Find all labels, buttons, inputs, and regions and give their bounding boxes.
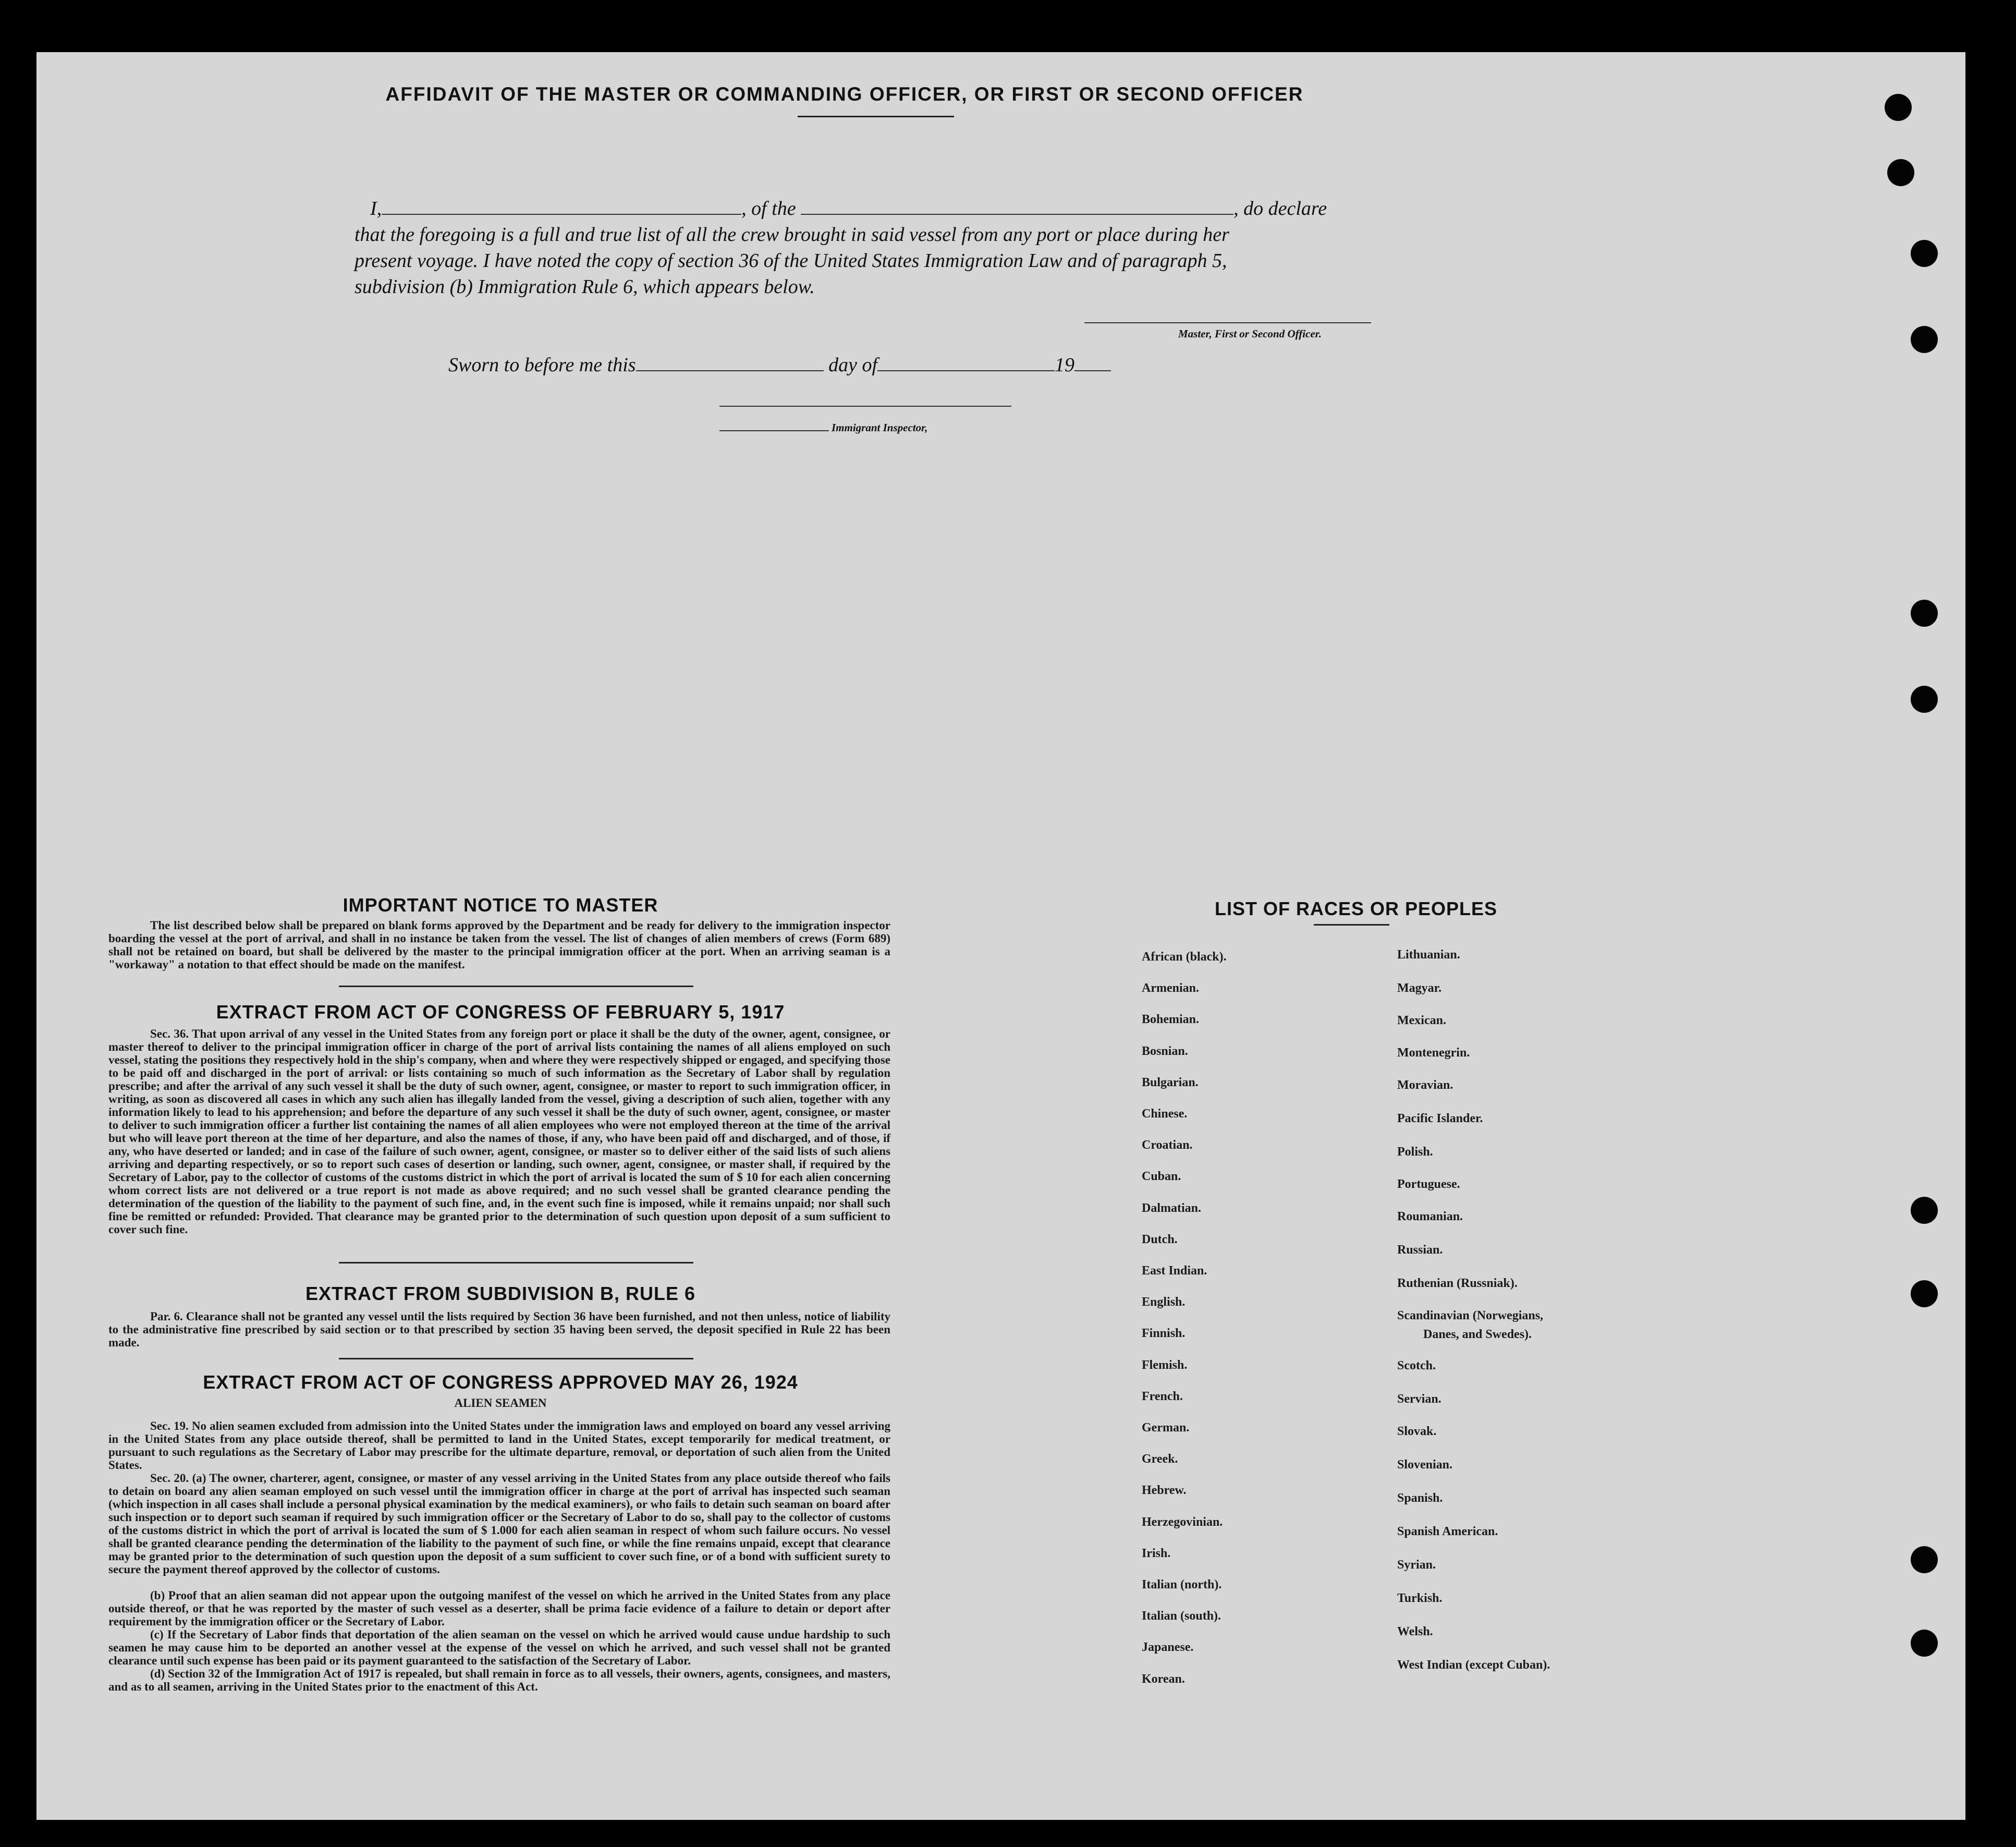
race-item: Irish. <box>1142 1546 1171 1560</box>
sworn-month-field[interactable] <box>877 370 1055 371</box>
inspector-signature-line[interactable] <box>719 406 1011 407</box>
sec-19-text: Sec. 19. No alien seamen excluded from admission into the United States under the immigration laws and employed on board any vessel arriving in the United States from any place outside thereof, shall be permitted to land in the United States, except temporarily for medical treatment, or pursuant to such regulations as the Secretary of Labor may prescribe for the ultimate departure, removal, or deportation of such alien from the United States. <box>108 1419 890 1472</box>
race-item: Russian. <box>1397 1243 1443 1257</box>
race-item: African (black). <box>1142 950 1227 964</box>
master-caption: Master, First or Second Officer. <box>1178 327 1322 340</box>
race-item: Cuban. <box>1142 1170 1181 1184</box>
year-prefix: 19 <box>1055 354 1075 376</box>
race-item: Lithuanian. <box>1397 948 1460 962</box>
race-item: Welsh. <box>1397 1625 1433 1638</box>
binder-hole <box>1911 1546 1938 1573</box>
race-item: Italian (north). <box>1142 1578 1222 1591</box>
divider <box>1314 924 1389 926</box>
rule-6-title: EXTRACT FROM SUBDIVISION B, RULE 6 <box>305 1283 696 1304</box>
binder-hole <box>1911 600 1938 627</box>
race-item: Korean. <box>1142 1672 1185 1686</box>
race-item: Bosnian. <box>1142 1044 1188 1058</box>
race-item: Roumanian. <box>1397 1210 1463 1223</box>
race-item: Servian. <box>1397 1392 1441 1406</box>
race-item: Spanish. <box>1397 1491 1443 1505</box>
divider <box>339 1358 693 1359</box>
sec-20c-text: (c) If the Secretary of Labor finds that deportation of the alien seaman on the vessel on which he arrived would cause undue hardship to such seamen he may cause him to be deported an another vessel at the expense of the vessel on which he arrived, and such vessel shall not be granted clearance until such expense has been paid or its payment guaranteed to the satisfaction of the Secretary of Labor. <box>108 1628 890 1667</box>
binder-hole <box>1911 1280 1938 1307</box>
race-item: Croatian. <box>1142 1138 1193 1152</box>
divider <box>339 986 693 987</box>
sec-20b-text: (b) Proof that an alien seaman did not appear upon the outgoing manifest of the vessel on which he arrived in the United States from any place outside thereof, or that he was reported by the master of such vessel as a deserter, shall be prima facie evidence of a failure to detain or deport after requirement by the immigration officer or the Secretary of Labor. <box>108 1589 890 1628</box>
declarant-name-field[interactable] <box>382 213 741 215</box>
vessel-name-field[interactable] <box>801 213 1233 215</box>
sworn-year-field[interactable] <box>1074 370 1111 371</box>
vessel-prefix: , of the <box>741 198 796 220</box>
inspector-underline <box>719 430 829 431</box>
sec-20d-text: (d) Section 32 of the Immigration Act of 1917 is repealed, but shall remain in force as to all vessels, their owners, agents, consignees, and masters, and as to all seamen, arriving in the United States prior to the enactment of this Act. <box>108 1667 890 1693</box>
notice-title: IMPORTANT NOTICE TO MASTER <box>343 894 658 916</box>
sworn-label: Sworn to before me this <box>448 354 636 376</box>
race-item: Greek. <box>1142 1452 1178 1466</box>
race-item: Portuguese. <box>1397 1177 1460 1191</box>
race-item: Japanese. <box>1142 1641 1194 1655</box>
race-item: Magyar. <box>1397 981 1442 995</box>
race-item: Italian (south). <box>1142 1609 1221 1623</box>
divider <box>798 116 954 117</box>
race-item: Dalmatian. <box>1142 1201 1201 1215</box>
declarant-prefix: I, <box>370 198 382 220</box>
race-item: Danes, and Swedes). <box>1423 1328 1532 1341</box>
races-title: LIST OF RACES OR PEOPLES <box>1215 898 1498 919</box>
binder-hole <box>1911 326 1938 353</box>
binder-hole <box>1885 94 1912 121</box>
race-item: Pacific Islander. <box>1397 1112 1483 1125</box>
race-item: English. <box>1142 1295 1186 1309</box>
race-item: Polish. <box>1397 1145 1433 1159</box>
binder-hole <box>1911 1197 1938 1224</box>
race-item: Hebrew. <box>1142 1484 1187 1498</box>
declaration-line-1 <box>370 197 1327 220</box>
master-signature-line[interactable] <box>1084 322 1371 323</box>
affidavit-title: AFFIDAVIT OF THE MASTER OR COMMANDING OFFICER, OR FIRST OR SECOND OFFICER <box>385 83 1304 105</box>
race-item: Herzegovinian. <box>1142 1515 1223 1529</box>
extract-1924-subtitle: ALIEN SEAMEN <box>454 1396 547 1409</box>
divider <box>339 1262 693 1263</box>
race-item: Dutch. <box>1142 1232 1178 1246</box>
sworn-day-field[interactable] <box>636 370 824 371</box>
sworn-line <box>448 354 1111 376</box>
inspector-caption: Immigrant Inspector, <box>832 421 928 434</box>
rule-6-text: Par. 6. Clearance shall not be granted any vessel until the lists required by Section 36 have been furnished, and not then unless, notice of liability to the administrative fine prescribed by said section or to that prescribed by section 35 having been served, the deposit specified in Rule 22 has been made. <box>108 1310 890 1349</box>
binder-hole <box>1911 686 1938 713</box>
race-item: Spanish American. <box>1397 1525 1498 1538</box>
race-item: Bohemian. <box>1142 1013 1200 1027</box>
race-item: Montenegrin. <box>1397 1046 1470 1060</box>
extract-1924-title: EXTRACT FROM ACT OF CONGRESS APPROVED MAY 26, 1924 <box>203 1371 798 1393</box>
race-item: West Indian (except Cuban). <box>1397 1658 1550 1672</box>
binder-hole <box>1911 240 1938 267</box>
race-item: Finnish. <box>1142 1327 1186 1341</box>
race-item: Ruthenian (Russniak). <box>1397 1277 1518 1290</box>
day-of-label: day of <box>828 354 878 376</box>
sec-20a-text: Sec. 20. (a) The owner, charterer, agent, consignee, or master of any vessel arriving in the United States from any place outside thereof who fails to detain on board any alien seaman employed on such vessel until the immigration officer in charge at the port of arrival has inspected such seaman (which inspection in all cases shall include a personal physical examination by the medical examiners), or who fails to detain such seaman on board after such inspection or to deport such seaman if required by such immigration officer or the Secretary of Labor to do so, shall pay to the collector of customs of the customs district in which the port of arrival is located the sum of $ 1.000 for each alien seaman in respect of whom such failure occurs. No vessel shall be granted clearance pending the determination of the liability to the payment of such fine, or while the fine remains unpaid, except that clearance may be granted prior to the determination of such question upon the deposit of a sum sufficient to cover such fine, or of a bond with sufficient surety to secure the payment thereof approved by the collector of customs. <box>108 1472 890 1576</box>
race-item: Armenian. <box>1142 981 1199 995</box>
race-item: Flemish. <box>1142 1358 1188 1372</box>
binder-hole <box>1887 159 1914 186</box>
race-item: Chinese. <box>1142 1107 1188 1121</box>
race-item: French. <box>1142 1389 1183 1403</box>
notice-text: The list described below shall be prepared on blank forms approved by the Department and be ready for delivery to the immigration inspector boarding the vessel at the port of arrival, and shall in no instance be taken from the vessel. The list of changes of alien members of crews (Form 689) shall not be retained on board, but shall be delivered by the master to the principal immigration officer at the port. When an arriving seaman is a "workaway" a notation to that effect should be made on the manifest. <box>108 919 890 971</box>
race-item: German. <box>1142 1421 1190 1435</box>
race-item: Slovenian. <box>1397 1458 1453 1472</box>
race-item: Slovak. <box>1397 1425 1437 1438</box>
declare-text: , do declare <box>1233 198 1327 220</box>
race-item: Turkish. <box>1397 1591 1443 1605</box>
race-item: Mexican. <box>1397 1014 1446 1027</box>
binder-hole <box>1911 1630 1938 1657</box>
extract-1917-title: EXTRACT FROM ACT OF CONGRESS OF FEBRUARY 5, 1917 <box>216 1001 785 1023</box>
race-item: Bulgarian. <box>1142 1075 1199 1089</box>
race-item: Moravian. <box>1397 1078 1453 1092</box>
race-item: Syrian. <box>1397 1558 1436 1572</box>
extract-1917-text: Sec. 36. That upon arrival of any vessel in the United States from any foreign port or place it shall be the duty of the owner, agent, consignee, or master thereof to deliver to the principal immigration officer in charge of the port of arrival lists containing the names of all aliens employed on such vessel, stating the positions they respectively hold in the ship's company, when and where they were respectively shipped or engaged, and specifying those to be paid off and discharged in the port of arrival: or lists containing so much of such information as the Secretary of Labor shall by regulation prescribe; and after the arrival of any such vessel it shall be the duty of such owner, agent, consignee, or master to report to such immigration officer, in writing, as soon as discovered all cases in which any such alien has illegally landed from the vessel, giving a description of such alien, together with any information likely to lead to his apprehension; and before the departure of any such vessel it shall be the duty of such owner, agent, consignee, or master to deliver to such immigration officer a further list containing the names of all alien employees who were not employed thereon at the time of the arrival but who will leave port thereon at the time of her departure, and also the names of those, if any, who have been paid off and discharged, and of those, if any, who have deserted or landed; and in case of the failure of such owner, agent, consignee, or master so to deliver either of the said lists of such aliens arriving and departing respectively, or so to report such cases of desertion or landing, such owner, agent, consignee, or master shall, if required by the Secretary of Labor, pay to the collector of customs of the customs district in which the port of arrival is located the sum of $ 10 for each alien concerning whom correct lists are not delivered or a true report is not made as above required; and no such vessel shall be granted clearance pending the determination of the question of the liability to the payment of such fine, and, in the event such fine is imposed, while it remains unpaid; nor shall such fine be remitted or refunded: Provided. That clearance may be granted prior to the determination of such question upon deposit of a sum sufficient to cover such fine. <box>108 1027 890 1236</box>
declaration-line-2: that the foregoing is a full and true list of all the crew brought in said vessel from any port or place during her <box>355 224 1229 246</box>
race-item: Scotch. <box>1397 1359 1436 1372</box>
race-item: East Indian. <box>1142 1264 1207 1278</box>
declaration-line-3: present voyage. I have noted the copy of section 36 of the United States Immigration Law and of paragraph 5, <box>355 250 1227 272</box>
declaration-line-4: subdivision (b) Immigration Rule 6, which appears below. <box>355 276 815 298</box>
race-item: Scandinavian (Norwegians, <box>1397 1309 1544 1322</box>
